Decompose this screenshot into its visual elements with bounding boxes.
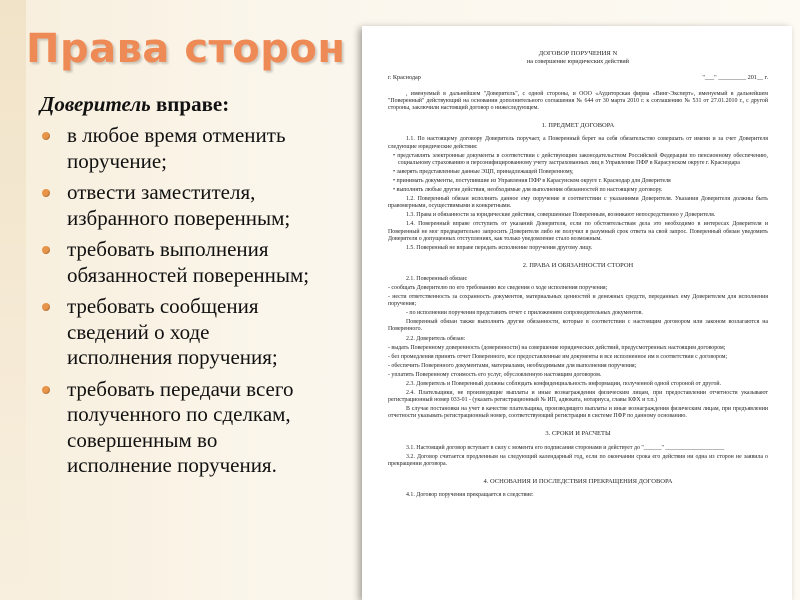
contract-sections [388, 122, 768, 499]
document-bottom-edge [362, 586, 792, 600]
contract-document-body [388, 50, 768, 501]
rights-bullet-item [40, 180, 370, 231]
rights-bullet-item [40, 377, 370, 479]
bullet-line: исполнения поручения; [67, 345, 278, 369]
contract-paragraph: 2.4. Плательщики, не производящие выплаты и иные вознаграждения физическим лицам, при предоставлении отчетности указывают регистрационный номер 033-01 - (указать регистрационный № ИП, адвоката, нотариуса, главы КФХ и т.п.) [388, 390, 768, 404]
contract-section-heading: 2. ПРАВА И ОБЯЗАННОСТИ СТОРОН [522, 261, 634, 269]
bullet-dot-icon [42, 303, 50, 311]
contract-paragraph: 2.3. Доверитель и Поверенный должны соблюдать конфиденциальность информации, полученной одной стороной от другой. [406, 381, 722, 387]
contract-paragraph: • выполнять любые другие действия, необходимые для выполнения обязанностей по настоящему договору. [393, 187, 663, 194]
bullet-line: сведений о ходе [67, 319, 210, 344]
bullet-dot-icon [42, 132, 50, 140]
contract-paragraph: 1.5. Поверенный не вправе передать исполнение поручения другому лицу. [406, 244, 593, 251]
contract-paragraph: 1.1. По настоящему договору Доверитель поручает, а Поверенный берет на себя обязательство совершать от имени и за счет Доверителя следующие юридические действия: [388, 136, 768, 150]
bullet-line: избранного поверенным; [67, 205, 291, 230]
contract-paragraph: 1.3. Права и обязанности за юридические действия, совершенные Поверенным, возникают непосредственно у Доверителя. [406, 212, 716, 219]
contract-section-heading: 3. СРОКИ И РАСЧЕТЫ [545, 430, 611, 438]
contract-paragraph: 1.4. Поверенный вправе отступить от указаний Доверителя, если по обстоятельствам дела это необходимо в интересах Доверителя и Поверенный не мог предварительно запросить Доверителя либо не получил в разумный срок ответа на свой запрос. Поверенный обязан уведомить Доверителя о допущенных отступлениях, как только уведомление стало возможным. [388, 221, 768, 242]
contract-paragraph: - по исполнении поручения представить отчет с приложением сопроводительных документов. [406, 310, 643, 317]
contract-place-date-row [388, 74, 768, 81]
rights-bullet-item [40, 237, 370, 288]
contract-paragraph: В случае постановки на учет в качестве плательщика, производящего выплаты и иные вознаграждения физическим лицам, при предъявлении отчетности указывать регистрационный номер, соответствующий регистрации в системе ПФР по данному основанию. [388, 406, 768, 420]
rights-bullet-list [40, 123, 370, 485]
bullet-line: обязанностей поверенным; [67, 262, 310, 287]
contract-paragraph: - сообщать Доверителю по его требованию все сведения о ходе исполнения поручения; [388, 284, 608, 291]
contract-paragraph: 3.1. Настоящий договор вступает в силу с момента его подписания сторонами и действует до "______" ____________________ [406, 444, 725, 451]
bullet-line: требовать сообщения [67, 294, 259, 318]
rights-bullet-item [40, 294, 370, 371]
bullet-line: полученного по сделкам, [67, 402, 291, 426]
bullet-dot-icon [42, 246, 50, 254]
contract-intro: , именуемый в дальнейшем "Доверитель", с одной стороны, и ООО «Аудиторская фирма «Винг-Эксперт», именуемый в дальнейшем "Поверенный" действующий на основании дополнительного соглашения № 644 от 30 марта 2010 г. к соглашению № 531 от 27.01.2010 г., с другой стороны, заключили настоящий договор о нижеследующем. [388, 91, 768, 112]
contract-paragraph: 3.2. Договор считается продленным на следующий календарный год, если по окончании срока его действия ни одна из сторон не заявила о прекращении договора. [388, 453, 768, 467]
contract-section-heading: 1. ПРЕДМЕТ ДОГОВОРА [541, 122, 615, 130]
rights-bullet-item [40, 123, 370, 174]
contract-paragraph: • принимать документы, поступившие из Управления ПФР в Карасунском округе г. Краснодар для Доверителя [393, 177, 671, 184]
contract-city: г. Краснодар [388, 74, 421, 81]
slide-title: Права сторон [26, 26, 346, 72]
subheading-emphasis: Доверитель [40, 92, 151, 116]
subheading-rest: вправе: [150, 92, 230, 116]
contract-paragraph: Поверенный обязан также выполнять другие обязанности, которые в соответствии с настоящим договором или законом возлагаются на Поверенного. [388, 319, 768, 333]
contract-paragraph: - без промедления принять отчет Поверенного, все предоставленные им документы и все исполненное им в соответствии с договором; [388, 353, 728, 360]
bullet-line: совершенным во [67, 427, 218, 452]
bullet-dot-icon [42, 189, 50, 197]
bullet-dot-icon [42, 386, 50, 394]
bullet-line: требовать выполнения [67, 237, 269, 261]
bullet-line: поручение; [67, 148, 167, 173]
contract-paragraph: - уплатить Поверенному стоимость его услуг, обусловленную настоящим договором. [388, 371, 602, 378]
contract-subtitle: на совершение юридических действий [526, 58, 629, 65]
contract-paragraph: • заверять представленные данные ЭЦП, принадлежащей Поверенному, [393, 168, 574, 175]
bullet-line: отвести заместителя, [67, 180, 256, 204]
bullet-line: исполнение поручения. [67, 453, 277, 477]
contract-paragraph: - нести ответственность за сохранность документов, материальных ценностей и денежных средств, переданных ему Доверителем для исполнения поручения; [388, 294, 768, 308]
slide-subheading [40, 92, 229, 117]
contract-paragraph: - обеспечить Поверенного документами, материалами, необходимыми для выполнения поручения; [388, 362, 637, 369]
bullet-line: требовать передачи всего [67, 376, 294, 401]
contract-paragraph: 2.2. Доверитель обязан: [406, 335, 466, 342]
contract-document-image [362, 26, 792, 600]
left-accent-strip [0, 0, 26, 600]
contract-paragraph: 2.1. Поверенный обязан: [406, 275, 468, 282]
contract-paragraph: - выдать Поверенному доверенность (доверенности) на совершение юридических действий, предусмотренных настоящим договором; [388, 344, 726, 351]
contract-date: "___" _________ 201__ г. [702, 74, 768, 81]
contract-section-heading: 4. ОСНОВАНИЯ И ПОСЛЕДСТВИЯ ПРЕКРАЩЕНИЯ ДОГОВОРА [483, 477, 673, 485]
bullet-line: в любое время отменить [67, 123, 286, 147]
contract-paragraph: 4.1. Договор поручения прекращается в следствие: [406, 491, 534, 498]
contract-title: ДОГОВОР ПОРУЧЕНИЯ N [538, 50, 618, 57]
contract-paragraph: 1.2. Поверенный обязан исполнить данное ему поручение в соответствии с указаниями Доверителя. Указания Доверителя должны быть правомерными, осуществимыми и конкретными. [388, 196, 768, 210]
contract-paragraph: • представлять электронные документы в соответствии с действующим законодательством Российской Федерации по пенсионному обеспечению, социальному страхованию и персонифицированному учету застрахованных лиц в Управление ПФР в Карасунском округе г. Краснодара [393, 152, 768, 166]
